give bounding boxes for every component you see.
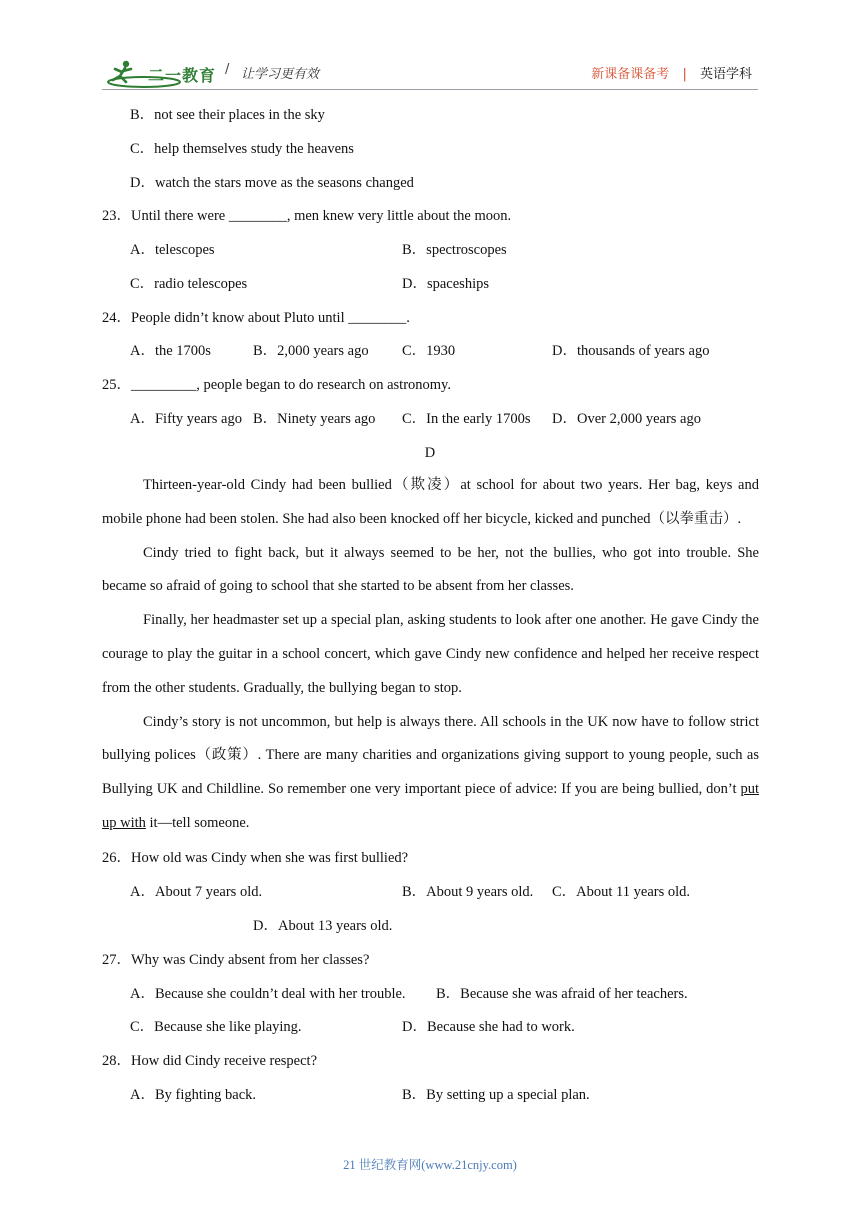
q24-option-c: C．1930 [402,343,456,359]
question-27: 27．Why was Cindy absent from her classes? [102,952,370,968]
q27-option-b: B．Because she was afraid of her teachers. [436,986,688,1002]
question-24: 24．People didn’t know about Pluto until ________. [102,310,410,326]
question-26: 26．How old was Cindy when she was first bullied? [102,850,409,866]
q26-option-b: B．About 9 years old. [402,884,534,900]
q27-option-c: C．Because she like playing. [130,1019,302,1035]
q26-option-a: A．About 7 years old. [130,884,263,900]
q24-option-b: B．2,000 years ago [253,343,369,359]
question-23: 23．Until there were ________, men knew very little about the moon. [102,208,512,224]
q23-option-b: B．spectroscopes [402,242,507,258]
header-divider [102,89,758,90]
header-subject: 英语学科 [699,67,752,82]
passage-paragraph-4 [102,706,759,841]
q23-option-a: A．telescopes [130,242,215,258]
page-header [0,0,860,96]
paragraph-4-text: Cindy’s story is not uncommon, but help is always there. All schools in the UK now have to follow strict bullying polices（政策）. There are many charities and organizations giving support to young people, such as Bullying UK and Childline. So remember one very important piece of advice: If you are being bullied, don’t [102,713,759,798]
page-footer: 21 世纪教育网(www.21cnjy.com) [343,1158,517,1172]
q28-option-a: A．By fighting back. [130,1087,257,1103]
header-right [591,63,752,82]
q24-option-d: D．thousands of years ago [552,343,710,359]
logo-text: 二一教育 [148,66,217,85]
paragraph-4-end: it—tell someone. [145,814,250,831]
q22-option-b: B．not see their places in the sky [130,107,325,123]
question-25: 25．_________, people began to do research on astronomy. [102,377,451,393]
q23-option-d: D．spaceships [402,276,489,292]
underlined-phrase: put up with [102,781,759,831]
q26-option-c: C．About 11 years old. [552,884,691,900]
q23-option-c: C．radio telescopes [130,276,248,292]
q26-option-d: D．About 13 years old. [253,918,393,934]
passage-paragraph-2: Cindy tried to fight back, but it always seemed to be her, not the bullies, who got into trouble. She became so afraid of going to school that she started to be absent from her classes. [102,544,759,595]
q27-option-d: D．Because she had to work. [402,1019,575,1035]
q28-option-b: B．By setting up a special plan. [402,1087,590,1103]
passage-paragraph-3: Finally, her headmaster set up a special plan, asking students to look after one another. He gave Cindy the courage to play the guitar in a school concert, which gave Cindy new confidence and helped her receive respect from the other students. Gradually, the bullying began to stop. [102,612,759,696]
section-heading-d: D [424,445,436,461]
q24-option-a: A．the 1700s [130,343,211,359]
q27-option-a: A．Because she couldn’t deal with her trouble. [130,986,406,1002]
q25-option-d: D．Over 2,000 years ago [552,411,701,427]
question-28: 28．How did Cindy receive respect? [102,1053,318,1069]
q25-option-a: A．Fifty years ago [130,411,242,427]
q22-option-c: C．help themselves study the heavens [130,141,354,157]
q25-option-b: B．Ninety years ago [253,411,376,427]
q22-option-d: D．watch the stars move as the seasons changed [130,175,414,191]
logo-slash: / [225,62,230,77]
reading-passage [102,469,759,841]
slogan: 让学习更有效 [241,67,320,82]
q25-option-c: C．In the early 1700s [402,411,531,427]
header-separator: | [682,67,687,82]
header-tagline: 新课备课备考 [591,67,670,82]
passage-paragraph-1: Thirteen-year-old Cindy had been bullied（欺凌）at school for about two years. Her bag, keys and mobile phone had been stolen. She had also been knocked off her bicycle, kicked and punched（以拳重击）. [102,477,759,527]
